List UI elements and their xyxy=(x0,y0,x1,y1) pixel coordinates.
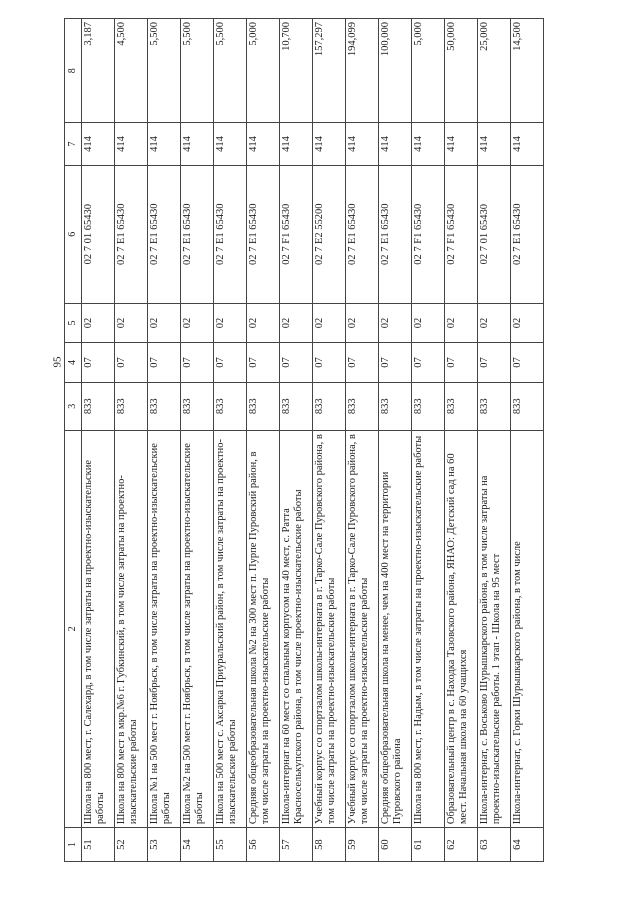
target-article-cell: 02 7 E1 65430 xyxy=(378,165,411,303)
expense-type-cell: 414 xyxy=(279,123,312,165)
expense-type-cell: 414 xyxy=(213,123,246,165)
amount-cell: 25,000 xyxy=(477,19,510,123)
subsection-cell: 02 xyxy=(213,303,246,342)
amount-cell: 5,500 xyxy=(180,19,213,123)
amount-cell: 5,000 xyxy=(411,19,444,123)
page-number: 95 xyxy=(51,356,64,368)
amount-cell: 5,500 xyxy=(213,19,246,123)
section-cell: 07 xyxy=(444,343,477,382)
row-number-cell: 60 xyxy=(378,828,411,862)
ministry-code-cell: 833 xyxy=(246,382,279,430)
row-number-cell: 51 xyxy=(81,828,114,862)
amount-cell: 14,500 xyxy=(510,19,543,123)
subsection-cell: 02 xyxy=(147,303,180,342)
table-row xyxy=(246,19,279,862)
expense-type-cell: 414 xyxy=(180,123,213,165)
row-number-cell: 57 xyxy=(279,828,312,862)
table-row xyxy=(378,19,411,862)
budget-table xyxy=(64,18,544,862)
ministry-code-cell: 833 xyxy=(477,382,510,430)
description-cell: Школа-интернат, с. Горки Шурышкарского района, в том числе xyxy=(510,430,543,828)
header-cell: 4 xyxy=(65,343,82,382)
table-row xyxy=(147,19,180,862)
subsection-cell: 02 xyxy=(345,303,378,342)
target-article-cell: 02 7 E2 55200 xyxy=(312,165,345,303)
target-article-cell: 02 7 E1 65430 xyxy=(213,165,246,303)
description-cell: Средняя общеобразовательная школа на менее, чем на 400 мест на территории Пуровского района xyxy=(378,430,411,828)
description-cell: Образовательный центр в с. Находка Тазовского района, ЯНАО: Детский сад на 60 мест. Начальная школа на 60 учащихся xyxy=(444,430,477,828)
subsection-cell: 02 xyxy=(246,303,279,342)
expense-type-cell: 414 xyxy=(411,123,444,165)
ministry-code-cell: 833 xyxy=(147,382,180,430)
section-cell: 07 xyxy=(510,343,543,382)
header-row xyxy=(65,19,82,862)
target-article-cell: 02 7 F1 65430 xyxy=(279,165,312,303)
amount-cell: 50,000 xyxy=(444,19,477,123)
section-cell: 07 xyxy=(180,343,213,382)
expense-type-cell: 414 xyxy=(477,123,510,165)
table-row xyxy=(444,19,477,862)
ministry-code-cell: 833 xyxy=(510,382,543,430)
table-body xyxy=(81,19,543,862)
row-number-cell: 59 xyxy=(345,828,378,862)
subsection-cell: 02 xyxy=(510,303,543,342)
subsection-cell: 02 xyxy=(378,303,411,342)
row-number-cell: 63 xyxy=(477,828,510,862)
ministry-code-cell: 833 xyxy=(114,382,147,430)
row-number-cell: 58 xyxy=(312,828,345,862)
description-cell: Школа-интернат, с. Воськово Шурышкарского района, в том числе затраты на проектно-изыскательские работы. 1 этап - Школа на 95 мест xyxy=(477,430,510,828)
section-cell: 07 xyxy=(312,343,345,382)
table-row xyxy=(114,19,147,862)
ministry-code-cell: 833 xyxy=(444,382,477,430)
subsection-cell: 02 xyxy=(411,303,444,342)
expense-type-cell: 414 xyxy=(81,123,114,165)
header-cell: 7 xyxy=(65,123,82,165)
table-row xyxy=(411,19,444,862)
description-cell: Средняя общеобразовательная школа №2 на 300 мест п. Пурпе Пуровский район, в том числе затраты на проектно-изыскательские работы xyxy=(246,430,279,828)
description-cell: Школа на 800 мест, г. Салехард, в том числе затраты на проектно-изыскательские работы xyxy=(81,430,114,828)
description-cell: Школа на 500 мест с. Аксарка Приуральский район, в том числе затраты на проектно-изыскательские работы xyxy=(213,430,246,828)
section-cell: 07 xyxy=(213,343,246,382)
amount-cell: 5,000 xyxy=(246,19,279,123)
ministry-code-cell: 833 xyxy=(279,382,312,430)
description-cell: Учебный корпус со спортзалом школы-интерната в г. Тарко-Сале Пуровского района, в том числе затраты на проектно-изыскательские работы xyxy=(312,430,345,828)
amount-cell: 3,187 xyxy=(81,19,114,123)
header-cell: 1 xyxy=(65,828,82,862)
header-cell: 6 xyxy=(65,165,82,303)
expense-type-cell: 414 xyxy=(114,123,147,165)
section-cell: 07 xyxy=(246,343,279,382)
description-cell: Школа-интернат на 60 мест со спальным корпусом на 40 мест, с. Ратта Красноселькупского района, в том числе проектно-изыскательские работы xyxy=(279,430,312,828)
target-article-cell: 02 7 F1 65430 xyxy=(411,165,444,303)
section-cell: 07 xyxy=(114,343,147,382)
subsection-cell: 02 xyxy=(114,303,147,342)
target-article-cell: 02 7 E1 65430 xyxy=(114,165,147,303)
table-row xyxy=(180,19,213,862)
ministry-code-cell: 833 xyxy=(81,382,114,430)
amount-cell: 10,700 xyxy=(279,19,312,123)
ministry-code-cell: 833 xyxy=(312,382,345,430)
target-article-cell: 02 7 E1 65430 xyxy=(180,165,213,303)
description-cell: Школа №1 на 500 мест г. Ноябрьск, в том числе затраты на проектно-изыскательские работы xyxy=(147,430,180,828)
row-number-cell: 62 xyxy=(444,828,477,862)
expense-type-cell: 414 xyxy=(378,123,411,165)
table-row xyxy=(312,19,345,862)
subsection-cell: 02 xyxy=(279,303,312,342)
table-row xyxy=(81,19,114,862)
header-cell: 2 xyxy=(65,430,82,828)
section-cell: 07 xyxy=(477,343,510,382)
target-article-cell: 02 7 F1 65430 xyxy=(444,165,477,303)
table-row xyxy=(279,19,312,862)
section-cell: 07 xyxy=(345,343,378,382)
expense-type-cell: 414 xyxy=(510,123,543,165)
expense-type-cell: 414 xyxy=(312,123,345,165)
amount-cell: 157,297 xyxy=(312,19,345,123)
expense-type-cell: 414 xyxy=(246,123,279,165)
expense-type-cell: 414 xyxy=(444,123,477,165)
section-cell: 07 xyxy=(378,343,411,382)
description-cell: Школа на 800 мест в мкр.№6 г. Губкинский, в том числе затраты на проектно-изыскательские работы xyxy=(114,430,147,828)
row-number-cell: 64 xyxy=(510,828,543,862)
rotated-table-container xyxy=(64,18,592,862)
amount-cell: 4,500 xyxy=(114,19,147,123)
table-row xyxy=(477,19,510,862)
description-cell: Учебный корпус со спортзалом школы-интерната в г. Тарко-Сале Пуровского района, в том числе затраты на проектно-изыскательские работы xyxy=(345,430,378,828)
subsection-cell: 02 xyxy=(444,303,477,342)
table-row xyxy=(510,19,543,862)
target-article-cell: 02 7 01 65430 xyxy=(81,165,114,303)
target-article-cell: 02 7 E1 65430 xyxy=(345,165,378,303)
amount-cell: 194,099 xyxy=(345,19,378,123)
row-number-cell: 52 xyxy=(114,828,147,862)
expense-type-cell: 414 xyxy=(147,123,180,165)
ministry-code-cell: 833 xyxy=(411,382,444,430)
subsection-cell: 02 xyxy=(180,303,213,342)
section-cell: 07 xyxy=(147,343,180,382)
row-number-cell: 56 xyxy=(246,828,279,862)
ministry-code-cell: 833 xyxy=(213,382,246,430)
expense-type-cell: 414 xyxy=(345,123,378,165)
section-cell: 07 xyxy=(279,343,312,382)
subsection-cell: 02 xyxy=(477,303,510,342)
table-row xyxy=(213,19,246,862)
amount-cell: 5,500 xyxy=(147,19,180,123)
ministry-code-cell: 833 xyxy=(180,382,213,430)
header-cell: 5 xyxy=(65,303,82,342)
section-cell: 07 xyxy=(411,343,444,382)
target-article-cell: 02 7 01 65430 xyxy=(477,165,510,303)
subsection-cell: 02 xyxy=(81,303,114,342)
row-number-cell: 53 xyxy=(147,828,180,862)
row-number-cell: 54 xyxy=(180,828,213,862)
row-number-cell: 55 xyxy=(213,828,246,862)
target-article-cell: 02 7 E1 65430 xyxy=(510,165,543,303)
amount-cell: 100,000 xyxy=(378,19,411,123)
table-row xyxy=(345,19,378,862)
section-cell: 07 xyxy=(81,343,114,382)
row-number-cell: 61 xyxy=(411,828,444,862)
header-cell: 8 xyxy=(65,19,82,123)
description-cell: Школа №2 на 500 мест г. Ноябрьск, в том числе затраты на проектно-изыскательские работы xyxy=(180,430,213,828)
header-cell: 3 xyxy=(65,382,82,430)
target-article-cell: 02 7 E1 65430 xyxy=(147,165,180,303)
description-cell: Школа на 800 мест, г. Надым, в том числе затраты на проектно-изыскательские работы xyxy=(411,430,444,828)
target-article-cell: 02 7 E1 65430 xyxy=(246,165,279,303)
subsection-cell: 02 xyxy=(312,303,345,342)
ministry-code-cell: 833 xyxy=(345,382,378,430)
ministry-code-cell: 833 xyxy=(378,382,411,430)
